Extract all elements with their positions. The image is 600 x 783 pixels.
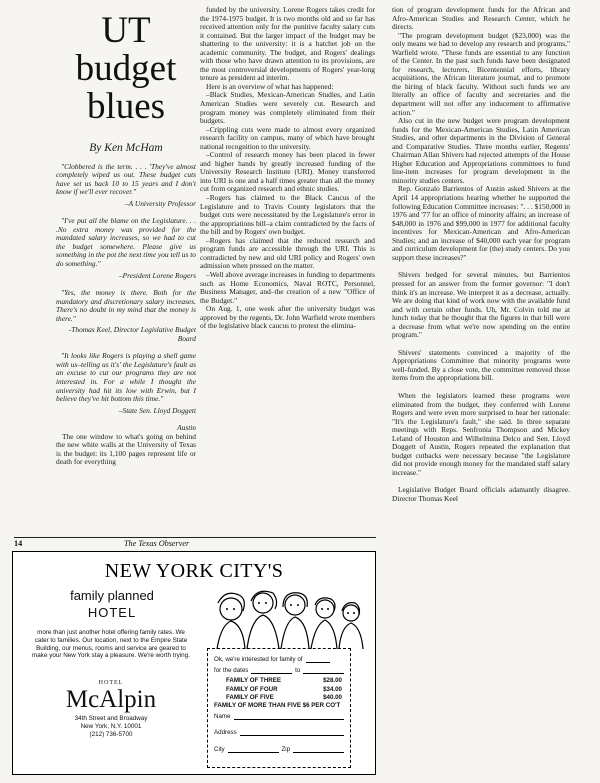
address-line: (212) 736-5700	[89, 730, 133, 738]
byline: By Ken McHam	[89, 142, 163, 154]
city-label: City	[214, 745, 225, 753]
pull-quote: "Yes, the money is there. Both for the mandatory and discretionary salary increases. There's no doubt in my mind that the money is there."	[56, 288, 196, 323]
city-blank[interactable]	[228, 746, 279, 753]
zip-blank[interactable]	[293, 746, 344, 753]
ad-subtitle: family planned	[70, 588, 154, 603]
body-paragraph: funded by the university. Lorene Rogers takes credit for the 1974-1975 budget. It is two months old and so far has received attention only for the punitive faculty salary cuts it contained. But the larger impact of the budget may be shattering to the university: it is a hatchet job on the academic community. The budget, and Rogers' dealings with those who have drawn attention to its provisions, are the most controversial developments of Rogers' year-long tenure as president ad interim.	[200, 6, 375, 83]
body-paragraph: –Black Studies, Mexican-American Studies, and Latin American Studies were severely cut. Research and program money was completely eliminated from their budgets.	[200, 90, 375, 126]
city-zip-field[interactable]	[214, 746, 344, 754]
ad-subtitle-hotel: HOTEL	[87, 605, 137, 620]
body-paragraph: Rep. Gonzalo Barrientos of Austin asked Shivers at the April 14 appropriations hearing whether he supported the following Education Committee increases: ". . . $150,000 in 1976 and '77 for an office of minority affairs; an increase of $48,000 in 1976 and $99,000 in 1977 for additional faculty incentives for Mexican-American and Afro-American Studies; and an increase of $40,000 each year for program and curriculum development for (the) study centers. Do you support these increases?"	[392, 184, 570, 262]
rate-row	[214, 686, 344, 694]
name-blank[interactable]	[234, 713, 344, 720]
body-paragraph: On Aug. 1, one week after the university budget was approved by the regents, Dr. John Warfield wrote members of the legislative black caucus to protest the elimina-	[200, 304, 375, 331]
quote-attribution: –President Lorene Rogers	[118, 270, 196, 280]
hotel-logo: McAlpin	[65, 686, 157, 713]
body-paragraph: –Rogers has claimed to the Black Caucus of the Legislature and to Travis County legislators that the budget cuts were necessitated by the Legislature's error in the appropriations bill–a claim contradicted by the facts of the bill and by Rogers' own budget.	[200, 193, 375, 237]
name-field[interactable]	[214, 713, 344, 721]
hotel-advertisement	[12, 551, 376, 775]
body-paragraph: Legislative Budget Board officials adamantly disagree. Director Thomas Keel	[392, 485, 570, 503]
publication-name: The Texas Observer	[124, 539, 190, 548]
rate-row	[214, 702, 344, 710]
family-illustration	[203, 585, 373, 649]
rate-price: $40.00	[323, 693, 342, 701]
reservation-coupon[interactable]	[207, 648, 351, 768]
body-paragraph: "The program development budget ($23,000) was the only means we had to develop any research and programs," Warfield wrote. "These funds are essential to any function of the Center. In the past such funds have been designated for research, lecturers, Bicentennial efforts, library acquisitions, the African literature journal, and to promote the hiring of black faculty. Without such funds we are literally an office of faculty and secretaries and the department will not offer any inducement to affirmative action."	[392, 30, 570, 117]
body-paragraph: Here is an overview of what has happened:	[206, 81, 334, 91]
address-field[interactable]	[214, 729, 344, 737]
body-paragraph: –Control of research money has been placed in fewer and higher hands by greatly increased funding of the University Research Institute (URI). Money transferred into URI is one and a half times greater than all the money cut from organized research and ethnic studies.	[200, 150, 375, 194]
coupon-line-label: Ok, we're interested for family of	[214, 656, 303, 663]
rate-row	[214, 694, 344, 702]
body-paragraph: –Crippling cuts were made to almost every organized research facility on campus, many of which have brought national recognition to the university.	[200, 124, 375, 151]
rates-list	[214, 677, 344, 710]
name-label: Name	[214, 713, 231, 721]
ad-title: NEW YORK CITY'S	[104, 560, 284, 582]
quote-attribution: -Thomas Keel, Director Legislative Budget Board	[68, 325, 196, 343]
rate-label: FAMILY OF MORE THAN FIVE $6 PER CO'T	[214, 702, 341, 710]
quote-attribution: –A University Professor	[124, 198, 196, 208]
column-1	[56, 6, 196, 531]
rate-label: FAMILY OF THREE	[226, 677, 282, 685]
address-line: New York, N.Y. 10001	[80, 722, 142, 730]
pull-quote: "Clobbered is the term. . . . 'They've almost completely wiped us out. These budget cuts have set us back 10 to 15 years and I don't know if we'll ever recover."	[56, 161, 196, 197]
zip-label: Zip	[281, 745, 291, 753]
pull-quote: "It looks like Rogers is playing a shell game with us–telling us it's' the Legislature's fault as an excuse to cut our programs they are not interested in. For a while I thought the university had hit its low with Erwin, but I believe they've hit bottom this time."	[56, 351, 196, 404]
body-paragraph: –Rogers has claimed that the reduced research and program funds are accessible through the URI. This is contradicted by new and old URI policy and Rogers' own admission when pressed on the matter.	[200, 235, 375, 271]
headline-line-1: UT	[101, 10, 151, 51]
headline	[56, 12, 196, 126]
rate-label: FAMILY OF FOUR	[226, 685, 278, 693]
family-size-blank[interactable]	[306, 656, 330, 663]
body-paragraph: tion of program development funds for the African and Afro-American Studies and Research Center, which he directs.	[392, 6, 570, 32]
ad-hotel-label: HOTEL	[98, 680, 124, 686]
rate-price: $34.00	[323, 685, 342, 693]
dateline: Austin	[177, 423, 196, 433]
rate-row	[214, 677, 344, 685]
body-paragraph: –Well above average increases in funding to departments such as Home Economics, Naval ROTC, Personnel, Business Manager, and–the creation of a new "Office of the Budget."	[200, 269, 375, 305]
body-paragraph: The one window to what's going on behind the new white walls at the University of Texas is the budget: its 1,100 pages represent life or death for everything	[56, 431, 196, 467]
rate-price: $28.00	[323, 677, 342, 685]
column-3	[392, 6, 570, 781]
body-paragraph: Shivers' statements convinced a majority of the Appropriations Committee that minority programs were well-funded. By a close vote, the committee removed those items from the appropriations bill.	[392, 347, 570, 383]
family-size-field[interactable]	[214, 656, 344, 664]
body-paragraph: Shivers hedged for several minutes, but Barrientos pressed for an answer from the former governor: "I don't think it's an increase. We interpret it as a decrease, actually. We are doing that kind of work now with the available fund and with certain other funds. Uh, Mr. Colvin told me at lunch today that he thought that the figures in that bill were a decrease from what we're now spending on the entire program."	[392, 270, 570, 340]
rate-label: FAMILY OF FIVE	[226, 693, 274, 701]
pull-quote: "I've put all the blame on the Legislature. . . .No extra money was provided for the mandated salary increases, so we had to cut the budget somewhere. Please give us something in the pot the next time you tell us to do something."	[56, 216, 196, 269]
body-paragraph: When the legislators learned these programs were eliminated from the budget, they conferred with Lorene Rogers and were even more surprised to hear her rationale: "It's the Legislature's fault," she said. In three separate meetings with Reps. Senfronia Thompson and Mickey Leland of Houston and Wilhelmina Delco and Sen. Lloyd Doggett of Austin, Rogers repeated the explanation that budget cutbacks were necessary because "the Legislature did not provide enough money for the mandated staff salary increase."	[392, 390, 570, 477]
date-to-blank[interactable]	[303, 667, 344, 674]
dates-to-label: to	[295, 667, 301, 675]
headline-line-2: budget	[75, 48, 177, 89]
headline-line-3: blues	[86, 86, 166, 127]
quote-attribution: –State Sen. Lloyd Doggett	[118, 405, 196, 415]
ad-body-text: more than just another hotel offering family rates. We cater to families. Our location, next to the Empire State Building, our menus, rooms and service are geared to make your New York stay a pleasure. We're worth trying.	[32, 629, 190, 660]
body-paragraph: Also cut in the new budget were program development funds for the Mexican-American Studies, Latin American Studies, and other departments in the Division of General and Comparative Studies. Three months earlier, Regents' Chairman Allan Shivers had rejected attempts of the House Higher Education and Appropriations committees to fund line-item increases for program development in the minority studies centers.	[392, 116, 570, 185]
dates-label: for the dates	[214, 667, 249, 675]
folio-rule	[14, 537, 376, 538]
date-from-blank[interactable]	[251, 667, 292, 674]
address-line: 34th Street and Broadway	[74, 715, 148, 722]
hotel-address	[31, 715, 191, 738]
dates-field[interactable]	[214, 667, 344, 675]
page-number: 14	[14, 539, 23, 548]
address-label: Address	[214, 729, 237, 737]
address-blank[interactable]	[240, 729, 344, 736]
column-2	[200, 6, 375, 531]
